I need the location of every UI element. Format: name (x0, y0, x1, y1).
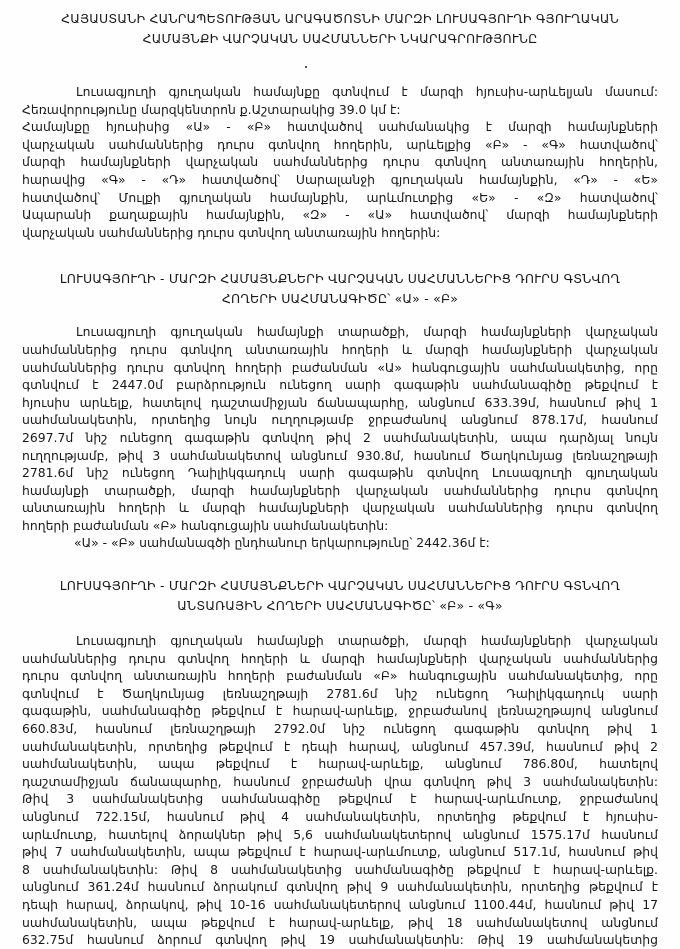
text-line: սահմաններից դուրս գտնվող հողերի և մարզի համայնքների վարչական սահմաններից (22, 650, 658, 666)
text-line: 2781.6մ նիշ ունեցող Դաիլիկգադուկ սարի գագաթին գտնվող Լուսագյուղի գյուղական (22, 465, 658, 481)
heading-line: ԼՈՒՍԱԳՅՈՒՂԻ - ՄԱՐԶԻ ՀԱՄԱՅՆՔՆԵՐԻ ՎԱՐՉԱԿԱՆ ՍԱՀՄԱՆՆԵՐԻՑ ԴՈՒՐՍ ԳՏՆՎՈՂ (59, 578, 621, 594)
text-line: վարչական սահմաններից դուրս գտնվող անտառային հողերին: (22, 224, 441, 240)
section-heading-b-g (0, 576, 680, 616)
text-line: վարչական սահմաններից դուրս գտնվող հողերին, արևելքից «Բ» - «Գ» հատվածով՝ (22, 136, 658, 152)
text-line: թիվ 7 սահմանակետին, ապա թեքվում է հարավ-արևմուտք, անցնում 517.1մ, հասնում թիվ (22, 844, 658, 860)
text-line: սահմանակետին, որտեղից նույն ուղղությամբ ջրբաժանով անցնում 878.17մ, հասնում (22, 412, 658, 428)
heading-line: ԱՆՏԱՌԱՅԻՆ ՀՈՂԵՐԻ ՍԱՀՄԱՆԱԳԻԾԸ՝ «Բ» - «Գ» (177, 598, 503, 614)
section-a-b-length: «Ա» - «Բ» սահմանագծի ընդհանուր երկարությունը՝ 2442.36մ է: (74, 535, 490, 551)
intro-paragraph (0, 83, 680, 241)
text-line: գտնվում է Ծաղկունյաց լեռնաշղթայի 2781.6մ նիշ ունեցող Դաիլիկգադուկ սարի (22, 685, 658, 701)
heading-line: ՀՈՂԵՐԻ ՍԱՀՄԱՆԱԳԻԾԸ՝ «Ա» - «Բ» (221, 291, 459, 307)
text-line: սահմանակետին, ապա թեքվում է հարավ-արևելք, թիվ 18 սահմանակետով անցնում (22, 914, 658, 930)
text-line: դաշտամիջյան ճանապարհը, հասնում ջրբաժանի վրա գտնվող թիվ 3 սահմանակետին: (22, 773, 658, 789)
text-line: սահմանակետին, ապա թեքվում է հարավ-արևելք, անցնում 786.80մ, հատելով (22, 756, 658, 772)
text-line: գտնվում է 2447.0մ բարձրություն ունեցող սարի գագաթին սահմանագիծը թեքվում է (22, 377, 658, 393)
text-line: Հեռավորությունը մարզկենտրոն ք.Աշտարակից 39.0 կմ է: (22, 101, 401, 117)
text-line: արևմուտք, հատելով ձորակներ թիվ 5,6 սահմանակետերով անցնում 1575.17մ հասնում (22, 826, 658, 842)
text-line: համայնքի տարածքի, մարզի համայնքների վարչական սահմաններից դուրս գտնվող (22, 482, 658, 498)
text-line: ուղղությամբ, թիվ 3 սահմանակետով անցնում 930.8մ, հասնում Ծաղկունյաց լեռնաշղթայի (22, 447, 658, 463)
text-line: Լուսագյուղի գյուղական համայնքը գտնվում է մարզի հյուսիս-արևելյան մասում: (76, 84, 658, 99)
text-line: 632.75մ հասնում ձորում գտնվող թիվ 19 սահմանակետին: Թիվ 19 սահմանակետից (22, 932, 658, 948)
heading-line: ԼՈՒՍԱԳՅՈՒՂԻ - ՄԱՐԶԻ ՀԱՄԱՅՆՔՆԵՐԻ ՎԱՐՉԱԿԱՆ ՍԱՀՄԱՆՆԵՐԻՑ ԴՈՒՐՍ ԳՏՆՎՈՂ (59, 271, 621, 287)
text-line: Թիվ 3 սահմանակետից սահմանագիծը թեքվում է հարավ-արևմուտք, ջրբաժանով (22, 791, 658, 807)
text-line: հարավից «Գ» - «Դ» հատվածով՝ Սարալանջի գյուղական համայնքին, «Դ» - «Ե» (22, 171, 658, 187)
text-line: անցնում 722.15մ, հասնում թիվ 4 սահմանակետին, որտեղից թեքվում է հյուսիս- (22, 809, 658, 824)
text-line: անտառային հողերի և մարզի համայնքների վարչական սահմաններից դուրս գտնվող (22, 500, 658, 516)
document-title (0, 0, 680, 49)
text-line: մարզի համայնքների վարչական սահմաններից դուրս գտնվող անտառային հողերին, (22, 154, 658, 170)
title-line-2: ՀԱՄԱՅՆՔԻ ՎԱՐՉԱԿԱՆ ՍԱՀՄԱՆՆԵՐԻ ՆԿԱՐԱԳՐՈՒԹՅՈՒՆԸ (142, 31, 538, 46)
text-line: 2697.7մ նիշ ունեցող գագաթին գտնվող թիվ 2 սահմանակետին, ապա դարձյալ նույն (22, 429, 658, 445)
section-b-g-paragraph (0, 632, 680, 949)
text-line: Լուսագյուղի գյուղական համայնքի տարածքի, մարզի համայնքների վարչական (76, 324, 658, 340)
text-line: 660.83մ, հասնում լեռնաշղթայի 2792.0մ նիշ ունեցող գագաթին գտնվող թիվ 1 (22, 721, 658, 737)
text-line: գագաթին, սահմանագիծը թեքվում է հարավ-արևելք, ջրբաժանով լեռնաշղթայով անցնում (22, 703, 658, 719)
text-line: անցնում 361.24մ հասնում ձորակում գտնվող թիվ 9 սահմանակետին, որտեղից թեքվում է (22, 879, 658, 895)
text-line: հողերի բաժանման «Բ» հանգուցային սահմանակետին: (22, 517, 389, 533)
scan-speck (305, 66, 307, 68)
text-line: սահմաններից դուրս գտնվող հողերի բաժանման «Ա» հանգուցային սահմանակետից, որը (22, 359, 658, 375)
title-line-1: ՀԱՅԱՍՏԱՆԻ ՀԱՆՐԱՊԵՏՈՒԹՅԱՆ ԱՐԱԳԱԾՈՏՆԻ ՄԱՐԶԻ ԼՈՒՍԱԳՅՈՒՂԻ ԳՅՈՒՂԱԿԱՆ (61, 11, 619, 26)
text-line: սահմաններից դուրս գտնվող անտառային հողերի և մարզի համայնքների վարչական (22, 341, 658, 357)
text-line: դուրս գտնվող անտառային հողերի բաժանման «Բ» հանգուցային սահմանակետից, որը (22, 668, 658, 684)
text-line: Ապարանի քաղաքային համայնքին, «Զ» - «Ա» հատվածով՝ մարզի համայնքների (22, 207, 658, 223)
text-line: Համայնքը հյուսիսից «Ա» - «Բ» հատվածով սահմանակից է մարզի համայնքների (22, 119, 658, 135)
section-a-b-paragraph (0, 323, 680, 552)
text-line: հատվածով՝ Մուլքի գյուղական համայնքին, արևմուտքից «Ե» - «Զ» հատվածով՝ (22, 189, 658, 205)
section-heading-a-b (0, 269, 680, 309)
text-line: սահմանակետին, որտեղից թեքվում է դեպի հարավ, անցնում 457.39մ, հասնում թիվ 2 (22, 738, 658, 754)
text-line: դեպի հարավ, ձորակով, թիվ 10-16 սահմանակետերով անցնում 1100.44մ, հասնում թիվ 17 (22, 896, 658, 912)
text-line: Լուսագյուղի գյուղական համայնքի տարածքի, մարզի համայնքների վարչական (76, 633, 658, 649)
text-line: 8 սահմանակետին: Թիվ 8 սահմանակետից սահմանագիծը թեքվում է հարավ-արևելք. (22, 861, 658, 877)
text-line: հյուսիս արևելք, հատելով դաշտամիջյան ճանապարհը, անցնում 633.39մ, հասնում թիվ 1 (22, 394, 658, 410)
